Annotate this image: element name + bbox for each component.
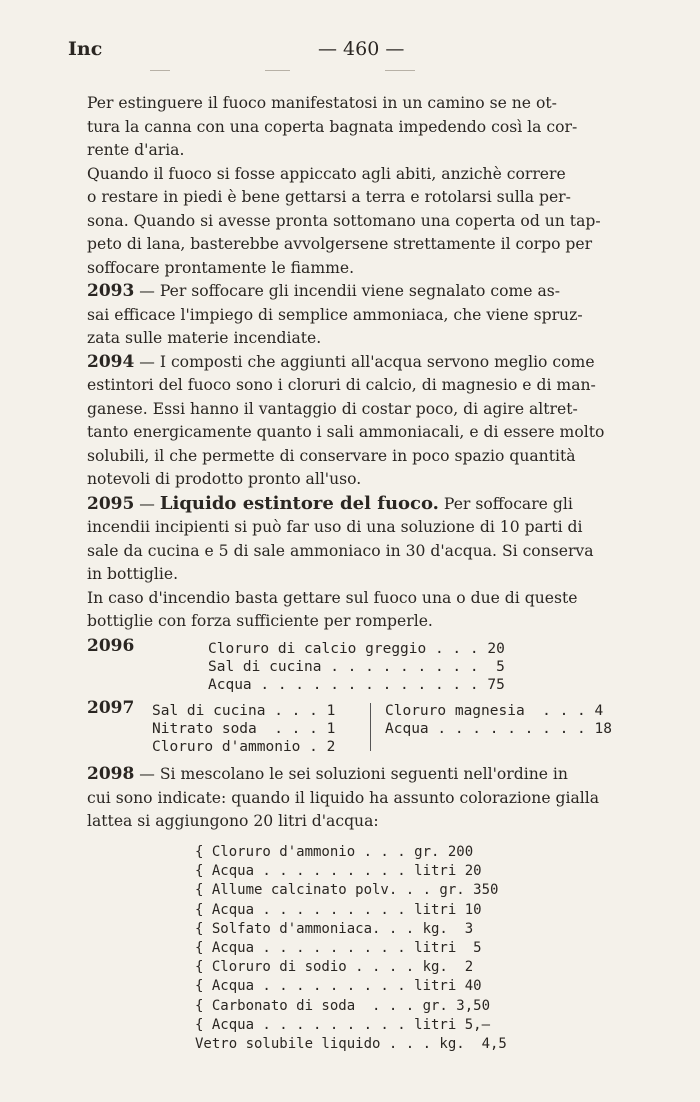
page-header [68,38,640,64]
header-rule-right [385,70,415,71]
section-number: 2094 [87,351,135,372]
recipe-row: Sal di cucina . . . . . . . . . 5 [208,659,505,675]
section-2095-usage: In caso d'incendio basta gettare sul fuoco una o due di queste bottiglie con forza sufficiente per romperle. [87,588,578,630]
paragraph-clothes: Quando il fuoco si fosse appiccato agli abiti, anzichè correre o restare in piedi è bene gettarsi a terra e rotolarsi sulla per- sona. Quando si avesse pronta sottomano una coperta od un tap- peto di lana, basterebbe avvolgersene strettamente il corpo per soffocare prontamente le fiamme. [87,164,601,277]
recipe-row: Acqua . . . . . . . . . . . . . 75 [208,677,505,693]
recipe-2097-left [152,702,335,756]
section-number-2096: 2096 [87,636,135,656]
recipe-row: Nitrato soda . . . 1 [152,721,336,737]
section-heading: Liquido estintore del fuoco. [159,492,439,514]
recipe-row: Cloruro magnesia . . . 4 [385,703,604,719]
recipe-2098 [195,843,507,1054]
recipe-row: { Allume calcinato polv. . . gr. 350 [195,882,499,899]
recipe-row: { Cloruro d'ammonio . . . gr. 200 [195,844,474,860]
running-head-word: Inc [68,38,103,60]
recipe-row: Vetro solubile liquido . . . kg. 4,5 [195,1036,507,1053]
column-divider [370,703,371,751]
recipe-row: { Acqua . . . . . . . . . litri 20 [195,863,482,880]
section-2098: 2098 — Si mescolano le sei soluzioni seguenti nell'ordine in cui sono indicate: quando il liquido ha assunto colorazione gialla lattea si aggiungono 20 litri d'acqua: [87,764,600,830]
section-number: 2095 [87,493,135,514]
section-number-2097: 2097 [87,698,135,718]
page-body [87,92,667,634]
section-2094: 2094 — I composti che aggiunti all'acqua servono meglio come estintori del fuoco sono i cloruri di calcio, di magnesio e di man- ganese. Essi hanno il vantaggio di costar poco, di agire altret- tanto energicamente quanto i sali ammoniacali, e di essere molto solubili, il che permette di conservare in poco spazio quantità notevoli di prodotto pronto all'uso. [87,351,605,488]
recipe-row: { Solfato d'ammoniaca. . . kg. 3 [195,920,474,937]
recipe-row: { Acqua . . . . . . . . . litri 5,— [195,1016,491,1033]
recipe-row: Sal di cucina . . . 1 [152,703,336,719]
section-number: 2093 [87,281,135,301]
recipe-row: { Cloruro di sodio . . . . kg. 2 [195,959,474,976]
recipe-row: Cloruro di calcio greggio . . . 20 [208,641,505,657]
recipe-row: Cloruro d'ammonio . 2 [152,739,336,755]
header-rule-mid [265,70,290,71]
section-2095: 2095 — Liquido estintore del fuoco. Per soffocare gli incendii incipienti si può far uso di una soluzione di 10 parti di sale da cucina e 5 di sale ammoniaco in 30 d'acqua. Si conserva in bottiglie. [87,492,594,583]
recipe-2097-right [385,702,612,738]
header-rule-left [150,70,170,71]
recipe-row: { Acqua . . . . . . . . . litri 10 [195,901,482,918]
recipe-row: { Acqua . . . . . . . . . litri 5 [195,940,482,957]
recipe-row: { Acqua . . . . . . . . . litri 40 [195,978,482,995]
recipe-row: { Carbonato di soda . . . gr. 3,50 [195,997,491,1014]
section-number: 2098 [87,764,135,784]
recipe-row: Acqua . . . . . . . . . 18 [385,721,612,737]
paragraph-chimney: Per estinguere il fuoco manifestatosi in un camino se ne ot- tura la canna con una coperta bagnata impedendo così la cor- rente d'aria. [87,94,578,159]
recipe-2096 [208,640,505,694]
page-number: — 460 — [318,38,405,60]
section-2093: 2093 — Per soffocare gli incendii viene segnalato come as- sai efficace l'impiego di semplice ammoniaca, che viene spruz- zata sulle materie incendiate. [87,281,583,347]
